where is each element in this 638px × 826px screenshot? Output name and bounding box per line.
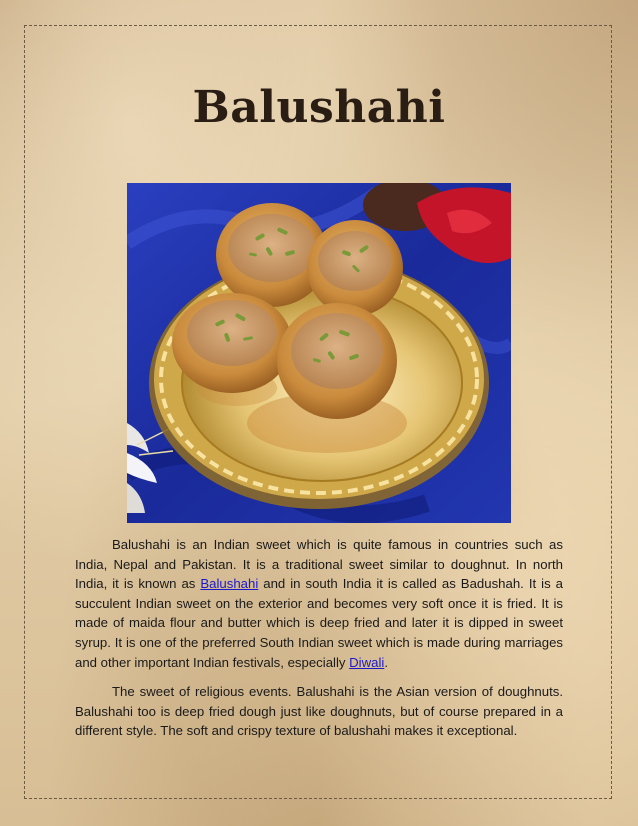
paragraph-2: The sweet of religious events. Balushahi is the Asian version of doughnuts. Balushahi too is deep fried dough just like doughnuts, but of course prepared in a different style. The soft and crispy texture of balushahi makes it exceptional. — [75, 684, 563, 739]
paragraph-1 — [75, 535, 563, 672]
paragraph-1-text-a: Balushahi is an Indian sweet which is quite famous in countries such as India, Nepal and Pakistan. It is a traditional sweet similar to doughnut. In north India, it is known as — [75, 537, 563, 592]
diwali-link[interactable]: Diwali — [349, 654, 385, 670]
paragraph-1-text-c: . — [384, 654, 388, 670]
paragraph-1-text-b: and in south India it is called as Badushah. It is a succulent Indian sweet on the exterior and becomes very soft once it is fried. It is made of maida flour and butter which is deep fried and later it is dipped in sweet syrup. It is one of the preferred South Indian sweet which is made during marriages and other important Indian festivals, especially — [75, 576, 563, 670]
page-title: Balushahi — [192, 82, 446, 133]
balushahi-link[interactable]: Balushahi — [200, 576, 259, 592]
balushahi-photo — [127, 183, 511, 523]
article-body — [75, 535, 563, 751]
